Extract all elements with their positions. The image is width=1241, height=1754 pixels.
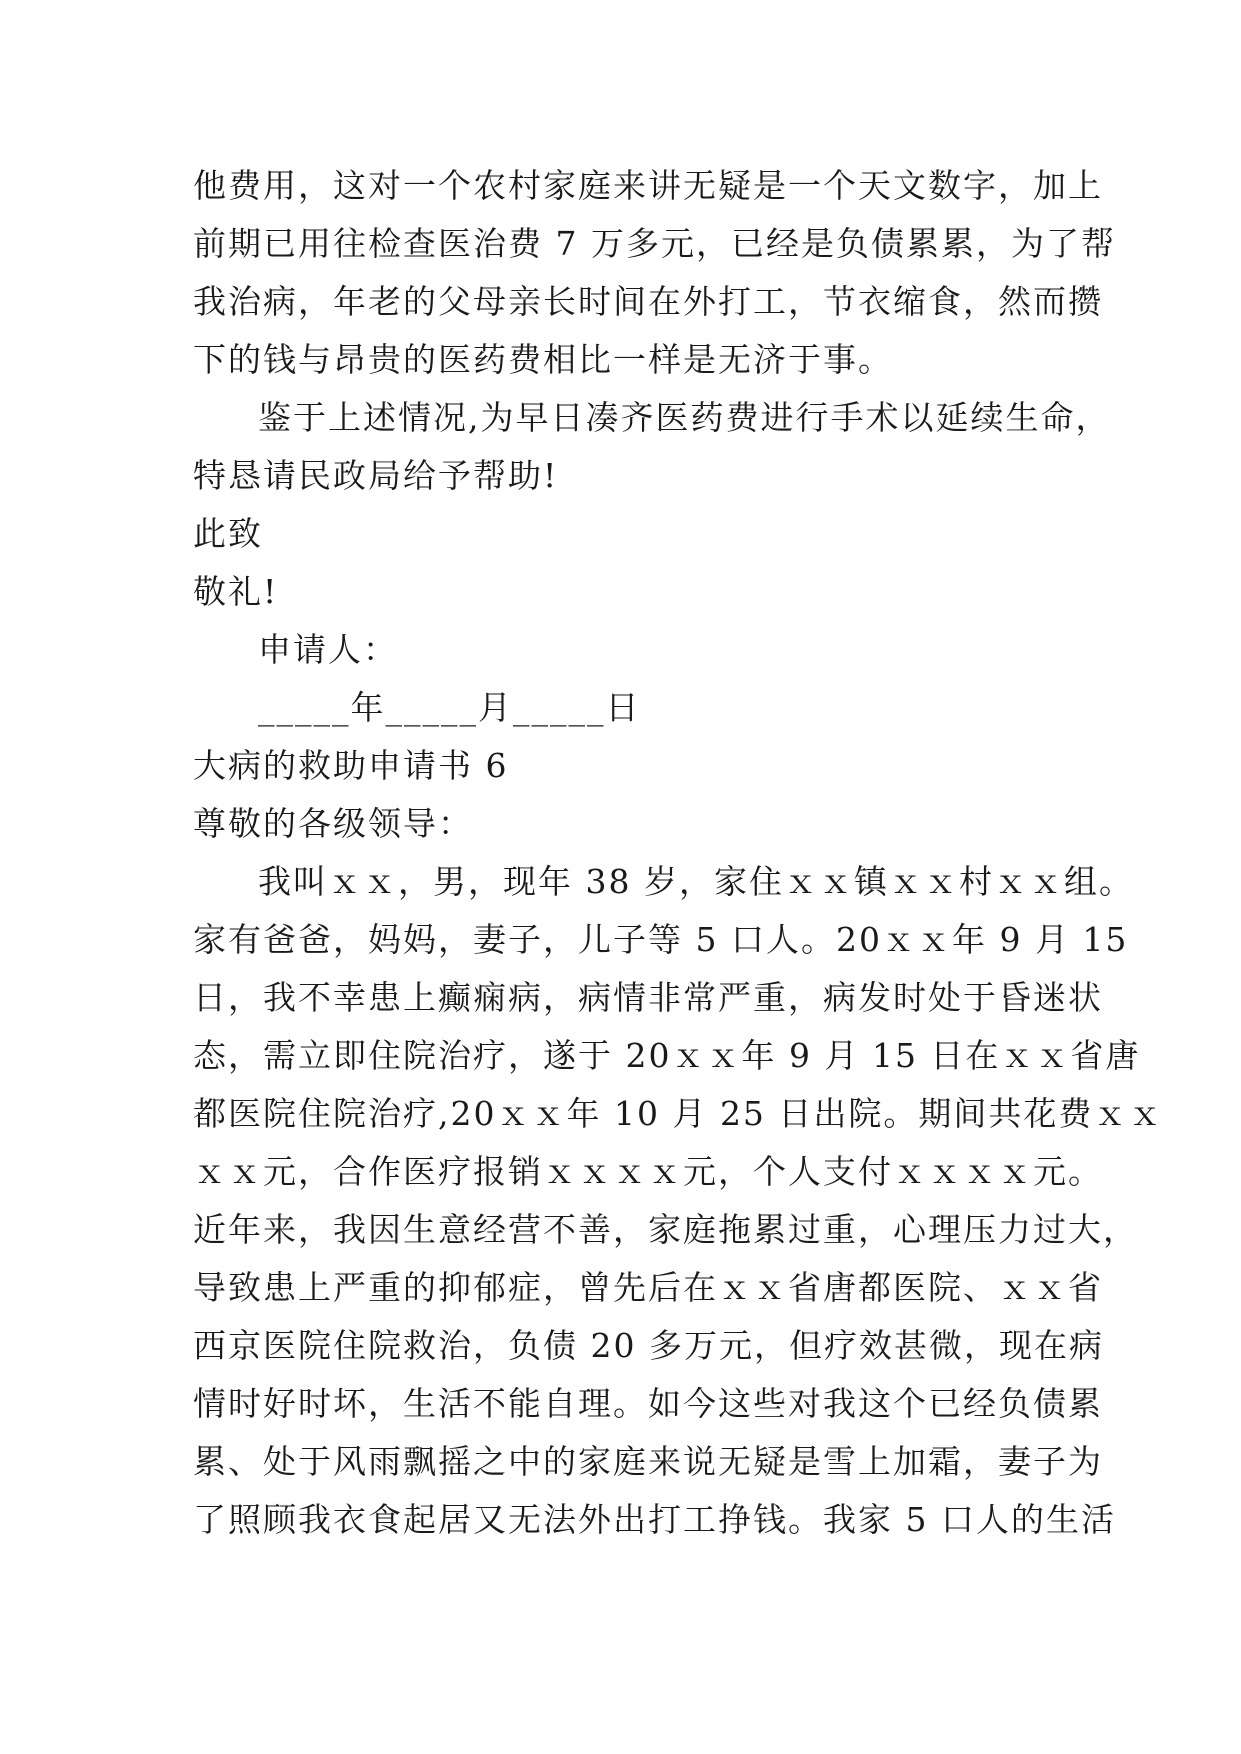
text-line: 我治病，年老的父母亲长时间在外打工，节衣缩食，然而攒 <box>193 282 1103 321</box>
text-line: 日，我不幸患上癫痫病，病情非常严重，病发时处于昏迷状 <box>193 978 1103 1017</box>
greeting-line: 尊敬的各级领导： <box>193 804 473 843</box>
text-line: 他费用，这对一个农村家庭来讲无疑是一个天文数字，加上 <box>193 166 1103 205</box>
section-title: 大病的救助申请书 6 <box>193 746 509 785</box>
text-line: 都医院住院治疗,20ｘｘ年 10 月 25 日出院。期间共花费ｘｘ <box>193 1094 1164 1133</box>
text-line: 累、处于风雨飘摇之中的家庭来说无疑是雪上加霜，妻子为 <box>193 1442 1103 1481</box>
applicant-label: 申请人： <box>258 630 398 669</box>
text-line: 情时好时坏，生活不能自理。如今这些对我这个已经负债累 <box>193 1384 1103 1423</box>
text-line: 下的钱与昂贵的医药费相比一样是无济于事。 <box>193 340 893 379</box>
text-line: 近年来，我因生意经营不善，家庭拖累过重，心理压力过大， <box>193 1210 1138 1249</box>
text-line: 家有爸爸，妈妈，妻子，儿子等 5 口人。20ｘｘ年 9 月 15 <box>193 920 1129 959</box>
text-line: 了照顾我衣食起居又无法外出打工挣钱。我家 5 口人的生活 <box>193 1500 1116 1539</box>
salutation-line: 敬礼! <box>193 572 279 611</box>
text-line: ｘｘ元，合作医疗报销ｘｘｘｘ元，个人支付ｘｘｘｘ元。 <box>193 1152 1103 1191</box>
text-line: 态，需立即住院治疗，遂于 20ｘｘ年 9 月 15 日在ｘｘ省唐 <box>193 1036 1141 1075</box>
text-line: 前期已用往检查医治费 7 万多元，已经是负债累累，为了帮 <box>193 224 1116 263</box>
closing-line: 此致 <box>193 514 263 553</box>
text-line: 特恳请民政局给予帮助! <box>193 456 559 495</box>
text-line: 西京医院住院救治，负债 20 多万元，但疗效甚微，现在病 <box>193 1326 1104 1365</box>
text-line: 我叫ｘｘ，男，现年 38 岁，家住ｘｘ镇ｘｘ村ｘｘ组。 <box>258 862 1134 901</box>
text-line: 鉴于上述情况,为早日凑齐医药费进行手术以延续生命， <box>258 398 1111 437</box>
text-line: 导致患上严重的抑郁症，曾先后在ｘｘ省唐都医院、ｘｘ省 <box>193 1268 1103 1307</box>
date-line: _____年_____月_____日 <box>258 688 641 727</box>
